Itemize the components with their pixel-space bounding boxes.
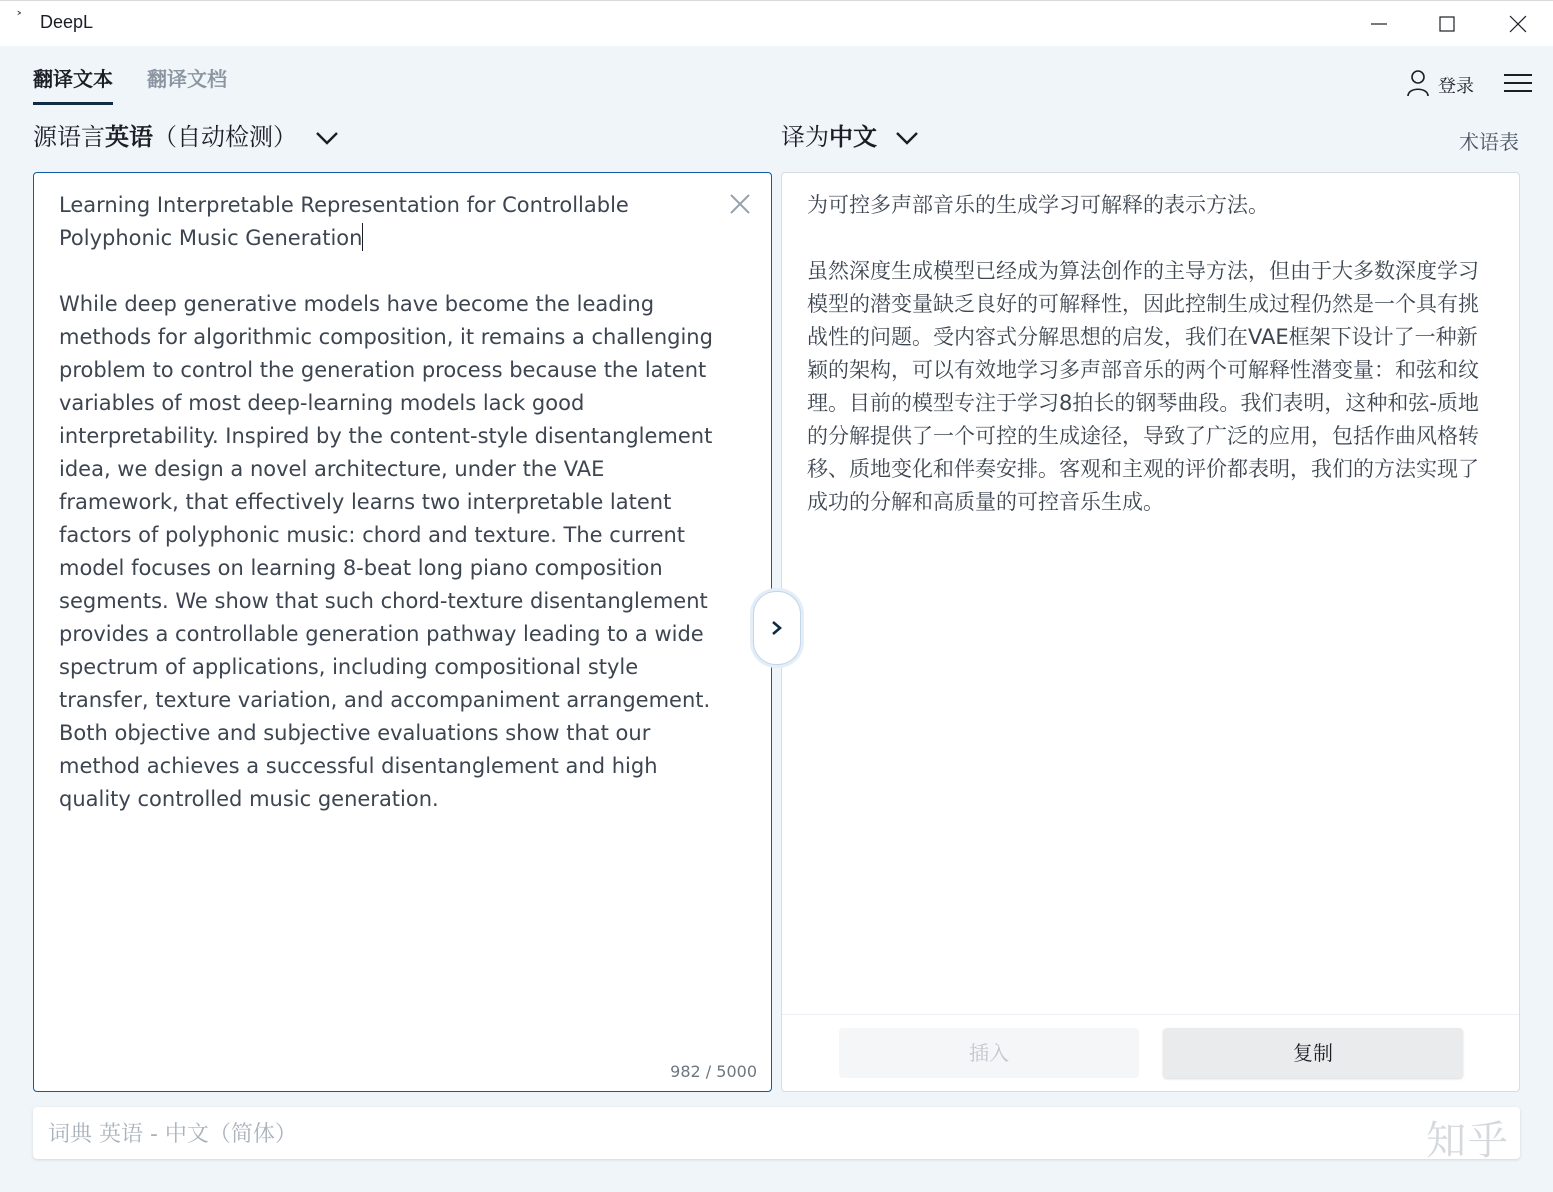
maximize-button[interactable] — [1424, 1, 1470, 47]
clear-text-button[interactable] — [727, 191, 753, 217]
close-icon — [1508, 14, 1528, 34]
source-body-text: While deep generative models have become the leading methods for algorithmic composition, it remains a challenging problem to control the generation process because the latent variables of most deep-learning models lack good interpretability. Inspired by the content-style disentanglement idea, we design a novel architecture, under the VAE framework, that effectively learns two interpretable latent factors of polyphonic music: chord and texture. The current model focuses on learning 8-beat long piano composition segments. We show that such chord-texture disentanglement provides a controllable generation pathway leading to a wide spectrum of applications, including compositional style transfer, texture variation, and accompaniment arrangement. Both objective and subjective evaluations show that our method achieves a successful disentanglement and high quality controlled music generation. — [59, 292, 720, 811]
chevron-right-icon — [770, 620, 784, 636]
close-window-button[interactable] — [1495, 1, 1541, 47]
translation-body-text: 虽然深度生成模型已经成为算法创作的主导方法，但由于大多数深度学习模型的潜变量缺乏良好的可解释性，因此控制生成过程仍然是一个具有挑战性的问题。受内容式分解思想的启发，我们在VAE框架下设计了一种新颖的架构，可以有效地学习多声部音乐的两个可解释性潜变量：和弦和纹理。目前的模型专注于学习8拍长的钢琴曲段。我们表明，这种和弦-质地的分解提供了一个可控的生成途径，导致了广泛的应用，包括作曲风格转移、质地变化和伴奏安排。客观和主观的评价都表明，我们的方法实现了成功的分解和高质量的可控音乐生成。 — [807, 259, 1479, 514]
source-text-panel[interactable] — [33, 172, 772, 1092]
copy-button[interactable]: 复制 — [1163, 1028, 1463, 1078]
glossary-button[interactable]: 术语表 — [1459, 130, 1519, 154]
source-language-name: 英语 — [105, 123, 153, 151]
deepl-logo-icon: ˃ — [16, 11, 23, 26]
dictionary-bar[interactable] — [33, 1107, 1520, 1164]
tab-translate-text[interactable]: 翻译文本 — [33, 62, 113, 105]
target-text-panel — [781, 172, 1520, 1092]
login-label: 登录 — [1438, 76, 1474, 97]
watermark: 知乎 — [1426, 1118, 1510, 1164]
hamburger-menu-icon[interactable] — [1504, 72, 1532, 94]
insert-button[interactable]: 插入 — [839, 1028, 1139, 1078]
character-counter: 982 / 5000 — [670, 1062, 757, 1081]
app-title: DeepL — [40, 12, 94, 32]
source-textarea[interactable] — [59, 189, 719, 816]
auto-detect-label: （自动检测） — [153, 123, 297, 151]
close-icon — [727, 191, 753, 217]
translation-output — [807, 189, 1497, 519]
title-bar — [0, 0, 1553, 46]
target-language-name: 中文 — [829, 123, 877, 151]
translation-actions — [782, 1014, 1519, 1091]
maximize-icon — [1437, 14, 1457, 34]
source-language-selector[interactable] — [33, 120, 339, 154]
chevron-down-icon — [315, 130, 339, 146]
dictionary-label: 词典 英语 - 中文（简体） — [48, 1122, 297, 1147]
translation-title-text: 为可控多声部音乐的生成学习可解释的表示方法。 — [807, 193, 1269, 217]
minimize-button[interactable] — [1356, 1, 1402, 47]
source-title-text: Learning Interpretable Representation for Controllable Polyphonic Music Generation — [59, 193, 629, 250]
tab-translate-document[interactable]: 翻译文档 — [147, 67, 227, 91]
target-language-prefix: 译为 — [781, 123, 829, 151]
text-cursor — [362, 223, 363, 251]
user-icon — [1404, 68, 1432, 98]
target-language-selector[interactable] — [781, 120, 919, 154]
minimize-icon — [1369, 14, 1389, 34]
source-language-prefix: 源语言 — [33, 123, 105, 151]
chevron-down-icon — [895, 130, 919, 146]
swap-languages-button[interactable] — [753, 591, 801, 665]
